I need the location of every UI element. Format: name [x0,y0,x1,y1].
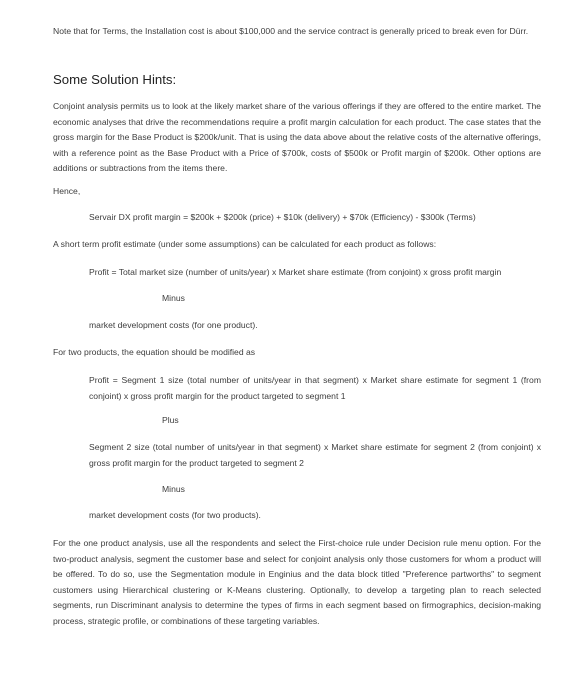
market-dev-costs-two: market development costs (for two products). [89,510,261,520]
market-dev-costs-one: market development costs (for one product). [89,320,258,330]
terms-note: Note that for Terms, the Installation cost is about $100,000 and the service contract is generally priced to break even for Dürr. [53,26,529,36]
two-products-intro: For two products, the equation should be modified as [53,347,256,357]
hence-text: Hence, [53,186,81,196]
analysis-instructions-paragraph: For the one product analysis, use all the respondents and select the First-choice rule under Decision rule menu option. For the two-product analysis, segment the customer base and select for conjoint analysis only those customers for whom a product will be offered. To do so, use the Segmentation module in Enginius and the data block titled "Preference partworths" to segment customers using Hierarchical clustering or K-Means clustering. Optionally, to develop a targeting plan to reach selected segments, run Discriminant analysis to determine the types of firms in each segment based on firmographics, decision-making process, strategic profile, or combinations of these targeting variables. [53,538,541,626]
solution-hints-heading: Some Solution Hints: [53,72,177,87]
profit-margin-formula: Servair DX profit margin = $200k + $200k (price) + $10k (delivery) + $70k (Efficiency) - $300k (Terms) [89,212,476,222]
two-product-profit-equation: Profit = Segment 1 size (total number of units/year in that segment) x Market share estimate for segment 1 (from conjoint) x gross profit margin for the product targeted to segment 1 [89,375,541,401]
conjoint-paragraph: Conjoint analysis permits us to look at the likely market share of the various offerings if they are offered to the entire market. The economic analyses that drive the recommendations require a profit margin calculation for each product. The case states that the gross margin for the Base Product is $200k/unit. That is using the data above about the relative costs of the alternative offerings, with a reference point as the Base Product with a Price of $700k, costs of $500k or Profit margin of $200k. Other options are additions or subtractions from the items there. [53,101,541,174]
minus-label-one: Minus [162,293,185,303]
one-product-profit-equation: Profit = Total market size (number of units/year) x Market share estimate (from conjoint) x gross profit margin [89,267,502,277]
minus-label-two: Minus [162,484,185,494]
plus-label: Plus [162,415,179,425]
segment-two-term: Segment 2 size (total number of units/year in that segment) x Market share estimate for segment 2 (from conjoint) x gross profit margin for the product targeted to segment 2 [89,442,541,468]
short-term-intro: A short term profit estimate (under some assumptions) can be calculated for each product as follows: [53,239,437,249]
